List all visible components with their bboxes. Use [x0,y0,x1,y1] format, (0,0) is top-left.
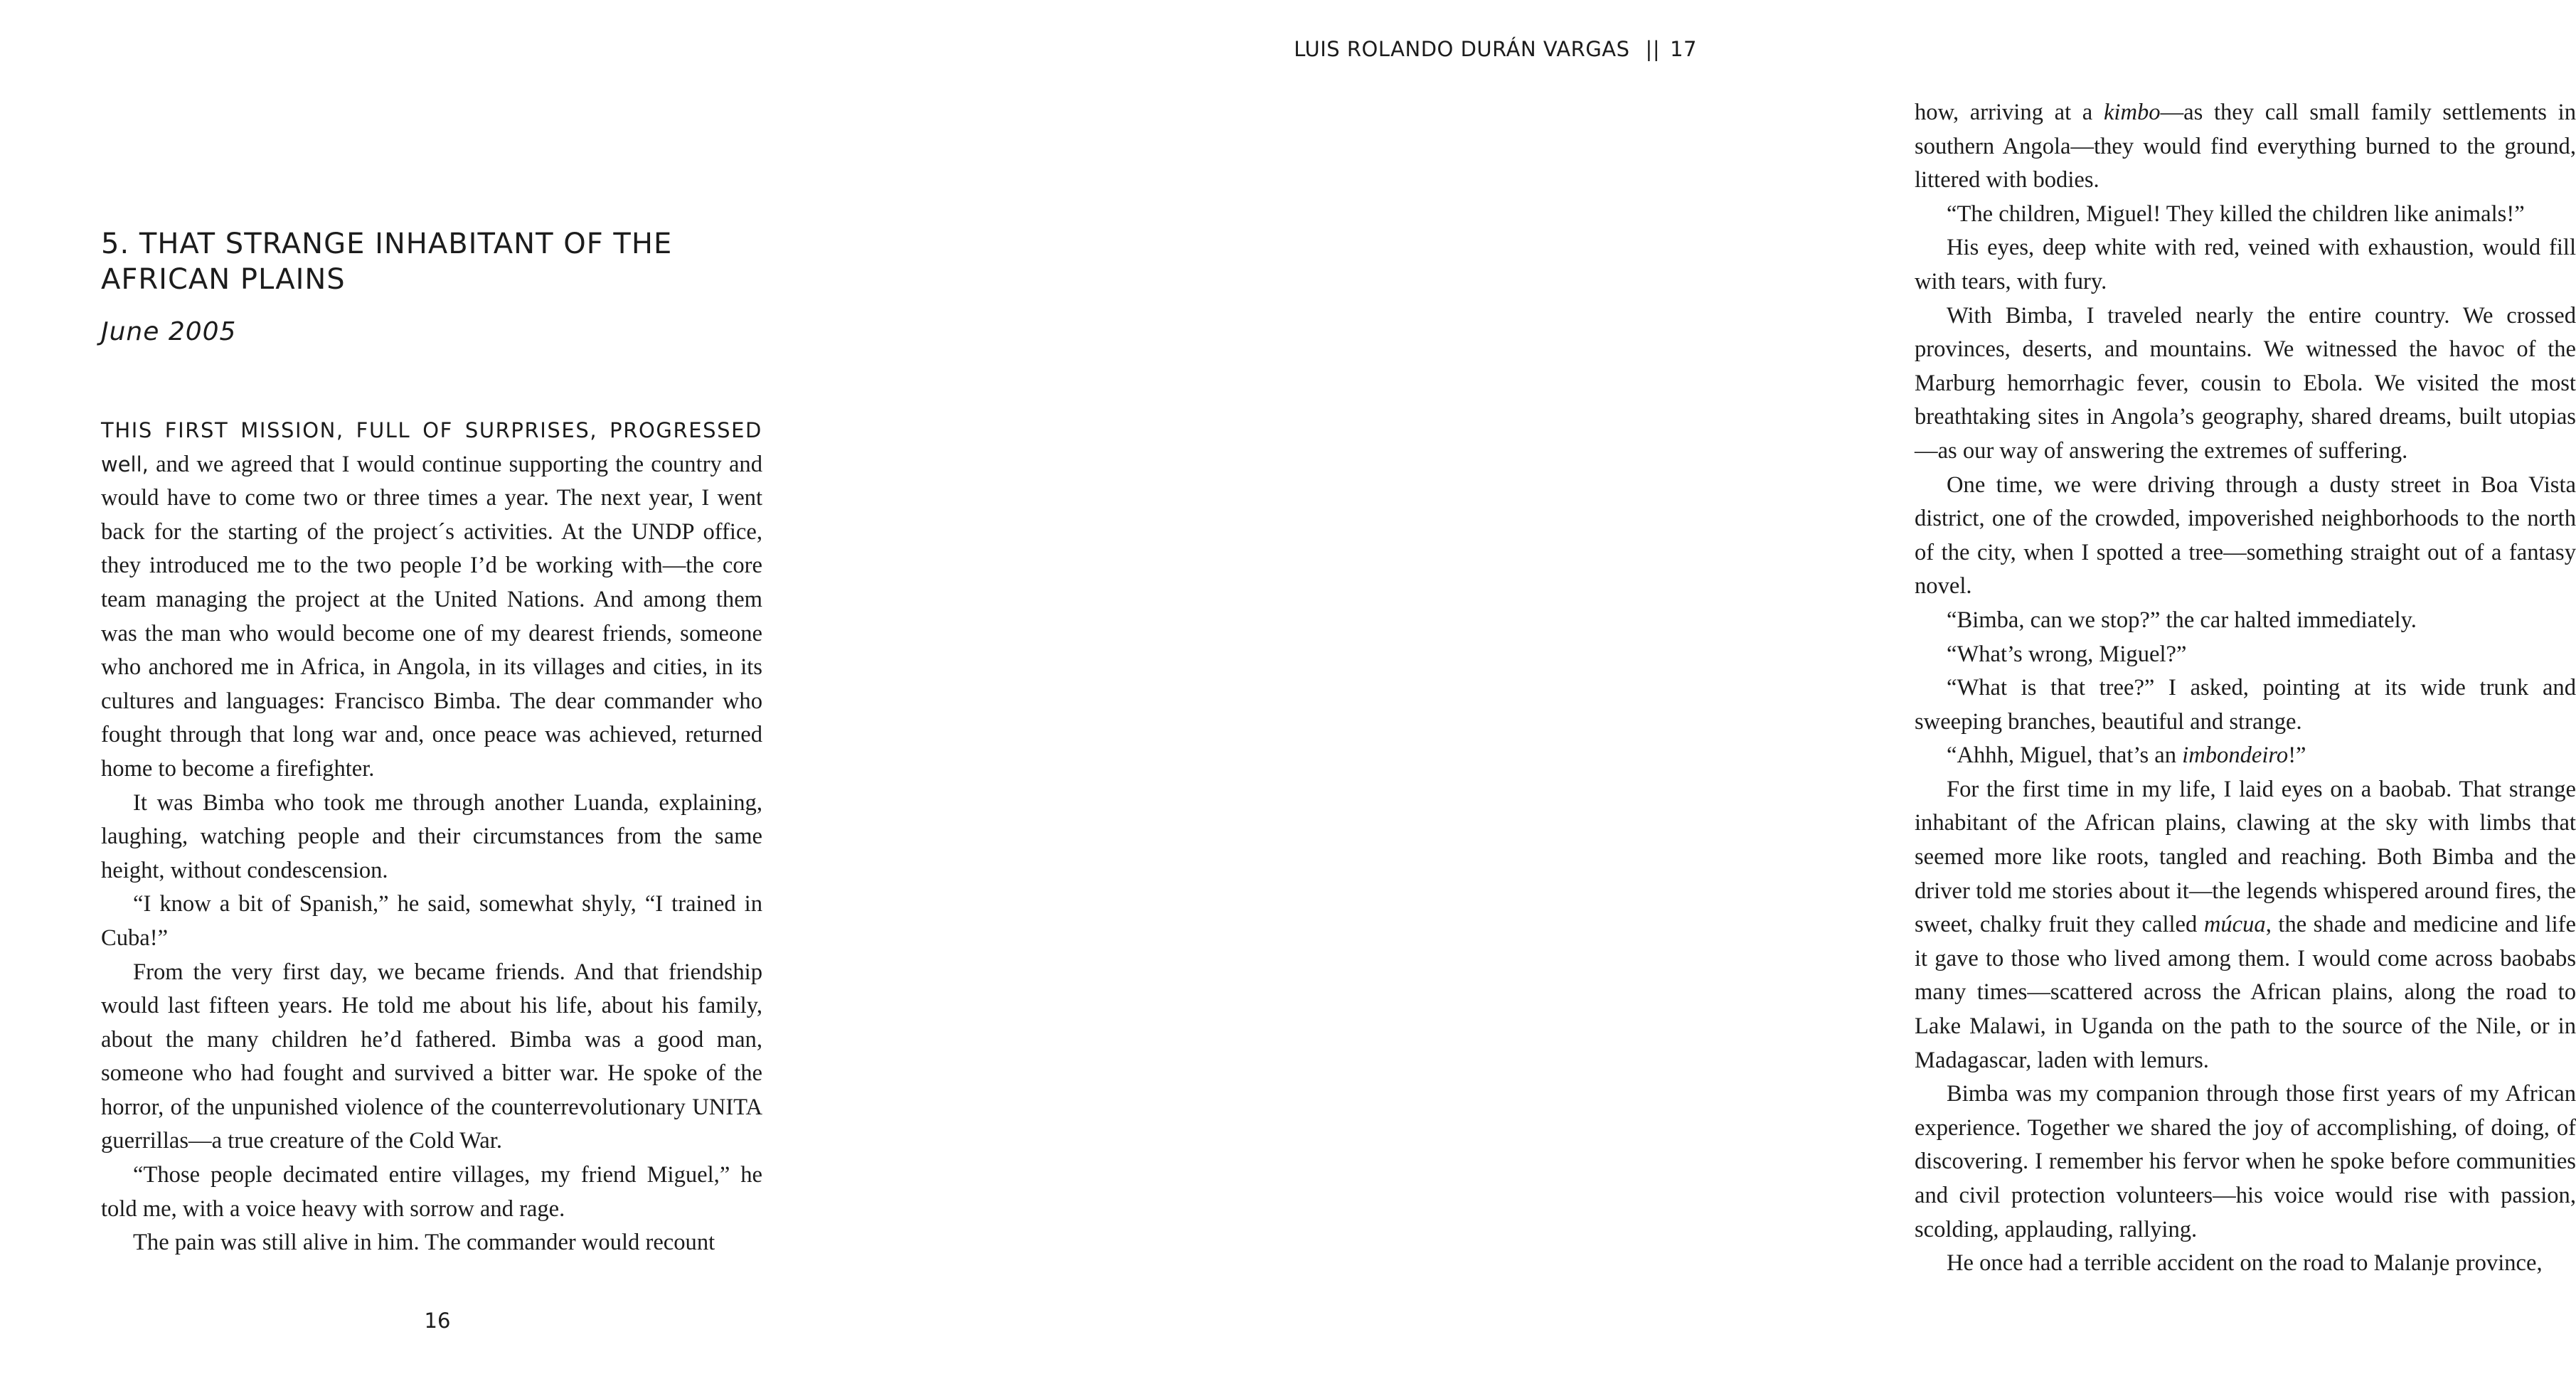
paragraph: His eyes, deep white with red, veined with exhaustion, would fill with tears, with fury. [1915,235,2576,294]
paragraph: “What’s wrong, Miguel?” [1947,641,2187,667]
paragraph [101,414,762,787]
running-head [1294,37,1697,61]
paragraph: It was Bimba who took me through another Luanda, explaining, laughing, watching people and their circumstances from the same height, without condescension. [101,789,762,883]
paragraph: “The children, Miguel! They killed the children like animals!” [1947,201,2525,227]
paragraph: “Those people decimated entire villages, my friend Miguel,” he told me, with a voice heavy with sorrow and rage. [101,1162,762,1222]
paragraph-text: For the first time in my life, I laid eyes on a baobab. That strange inhabitant of the African plains, clawing at the sky with limbs that seemed more like roots, tangled and reaching. Both Bimba and the driver told me stories about it—the legends whispered around fires, the sweet, chalky fruit they called [1915,776,2576,938]
paragraph-text: —as they call small family settlements in southern Angola—they would find everything burned to the ground, littered with bodies. [1915,100,2576,193]
paragraph: The pain was still alive in him. The commander would recount [133,1230,715,1256]
paragraph: “Bimba, can we stop?” the car halted immediately. [1947,607,2417,633]
italic-term: kimbo [2103,100,2161,125]
paragraph-text: , the shade and medicine and life it gave to those who lived among them. I would come across baobabs many times—scattered across the African plains, along the road to Lake Malawi, in Uganda on the path to the source of the Nile, or in Madagascar, laden with lemurs. [1915,912,2576,1073]
paragraph: With Bimba, I traveled nearly the entire country. We crossed provinces, deserts, and mountains. We witnessed the havoc of the Marburg hemorrhagic fever, cousin to Ebola. We visited the most breathtaking sites in Angola’s geography, shared dreams, built utopias—as our way of answering the extremes of suffering. [1915,302,2576,464]
paragraph [1915,739,2576,773]
opening-caps: THIS FIRST MISSION, FULL OF SURPRISES, PROGRESSED [101,418,762,442]
paragraph [1915,96,2576,198]
paragraph-text: how, arriving at a [1915,100,2104,125]
italic-term: múcua [2203,912,2266,938]
paragraph: “What is that tree?” I asked, pointing at its wide trunk and sweeping branches, beautiful and strange. [1915,675,2576,735]
running-head-separator: || [1645,37,1661,61]
paragraph: He once had a terrible accident on the road to Malanje province, [1947,1250,2543,1277]
page-number-left: 16 [424,1309,451,1333]
page-number-right: 17 [1670,37,1697,61]
left-body-text [101,414,762,1260]
paragraph: Bimba was my companion through those first years of my African experience. Together we shared the joy of accomplishing, of doing, of discovering. I remember his fervor when he spoke before communities and civil protection volunteers—his voice would rise with passion, scolding, applauding, rallying. [1915,1081,2576,1242]
paragraph: From the very first day, we became friends. And that friendship would last fifteen years. He told me about his life, about his family, about the many children he’d fathered. Bimba was a good man, someone who had fought and survived a bitter war. He spoke of the horror, of the unpunished violence of the counterrevolutionary UNITA guerrillas—a true creature of the Cold War. [101,959,762,1154]
paragraph-text: “Ahhh, Miguel, that’s an [1947,742,2183,769]
paragraph: One time, we were driving through a dusty street in Boa Vista district, one of the crowded, impoverished neighborhoods to the north of the city, when I spotted a tree—something straight out of a fantasy novel. [1915,472,2576,600]
paragraph-text: and we agreed that I would continue supporting the country and would have to come two or three times a year. The next year, I went back for the starting of the project´s activities. At the UNDP office, they introduced me to the two people I’d be working with—the core team managing the project at the United Nations. And among them was the man who would become one of my dearest friends, someone who anchored me in Africa, in Angola, in its villages and cities, in its cultures and languages: Francisco Bimba. The dear commander who fought through that long war and, once peace was achieved, returned home to become a firefighter. [101,451,762,782]
chapter-title: 5. THAT STRANGE INHABITANT OF THE AFRICAN PLAINS [101,228,673,296]
opening-word: well, [101,452,149,476]
right-body-text [1915,96,2576,1281]
paragraph [1915,773,2576,1077]
left-page [0,0,889,1374]
author-name: LUIS ROLANDO DURÁN VARGAS [1294,37,1630,61]
paragraph: “I know a bit of Spanish,” he said, somewhat shyly, “I trained in Cuba!” [101,891,762,951]
paragraph-text: !” [2288,742,2306,769]
italic-term: imbondeiro [2182,742,2289,769]
right-page [889,0,2576,1374]
chapter-date: June 2005 [101,317,237,346]
